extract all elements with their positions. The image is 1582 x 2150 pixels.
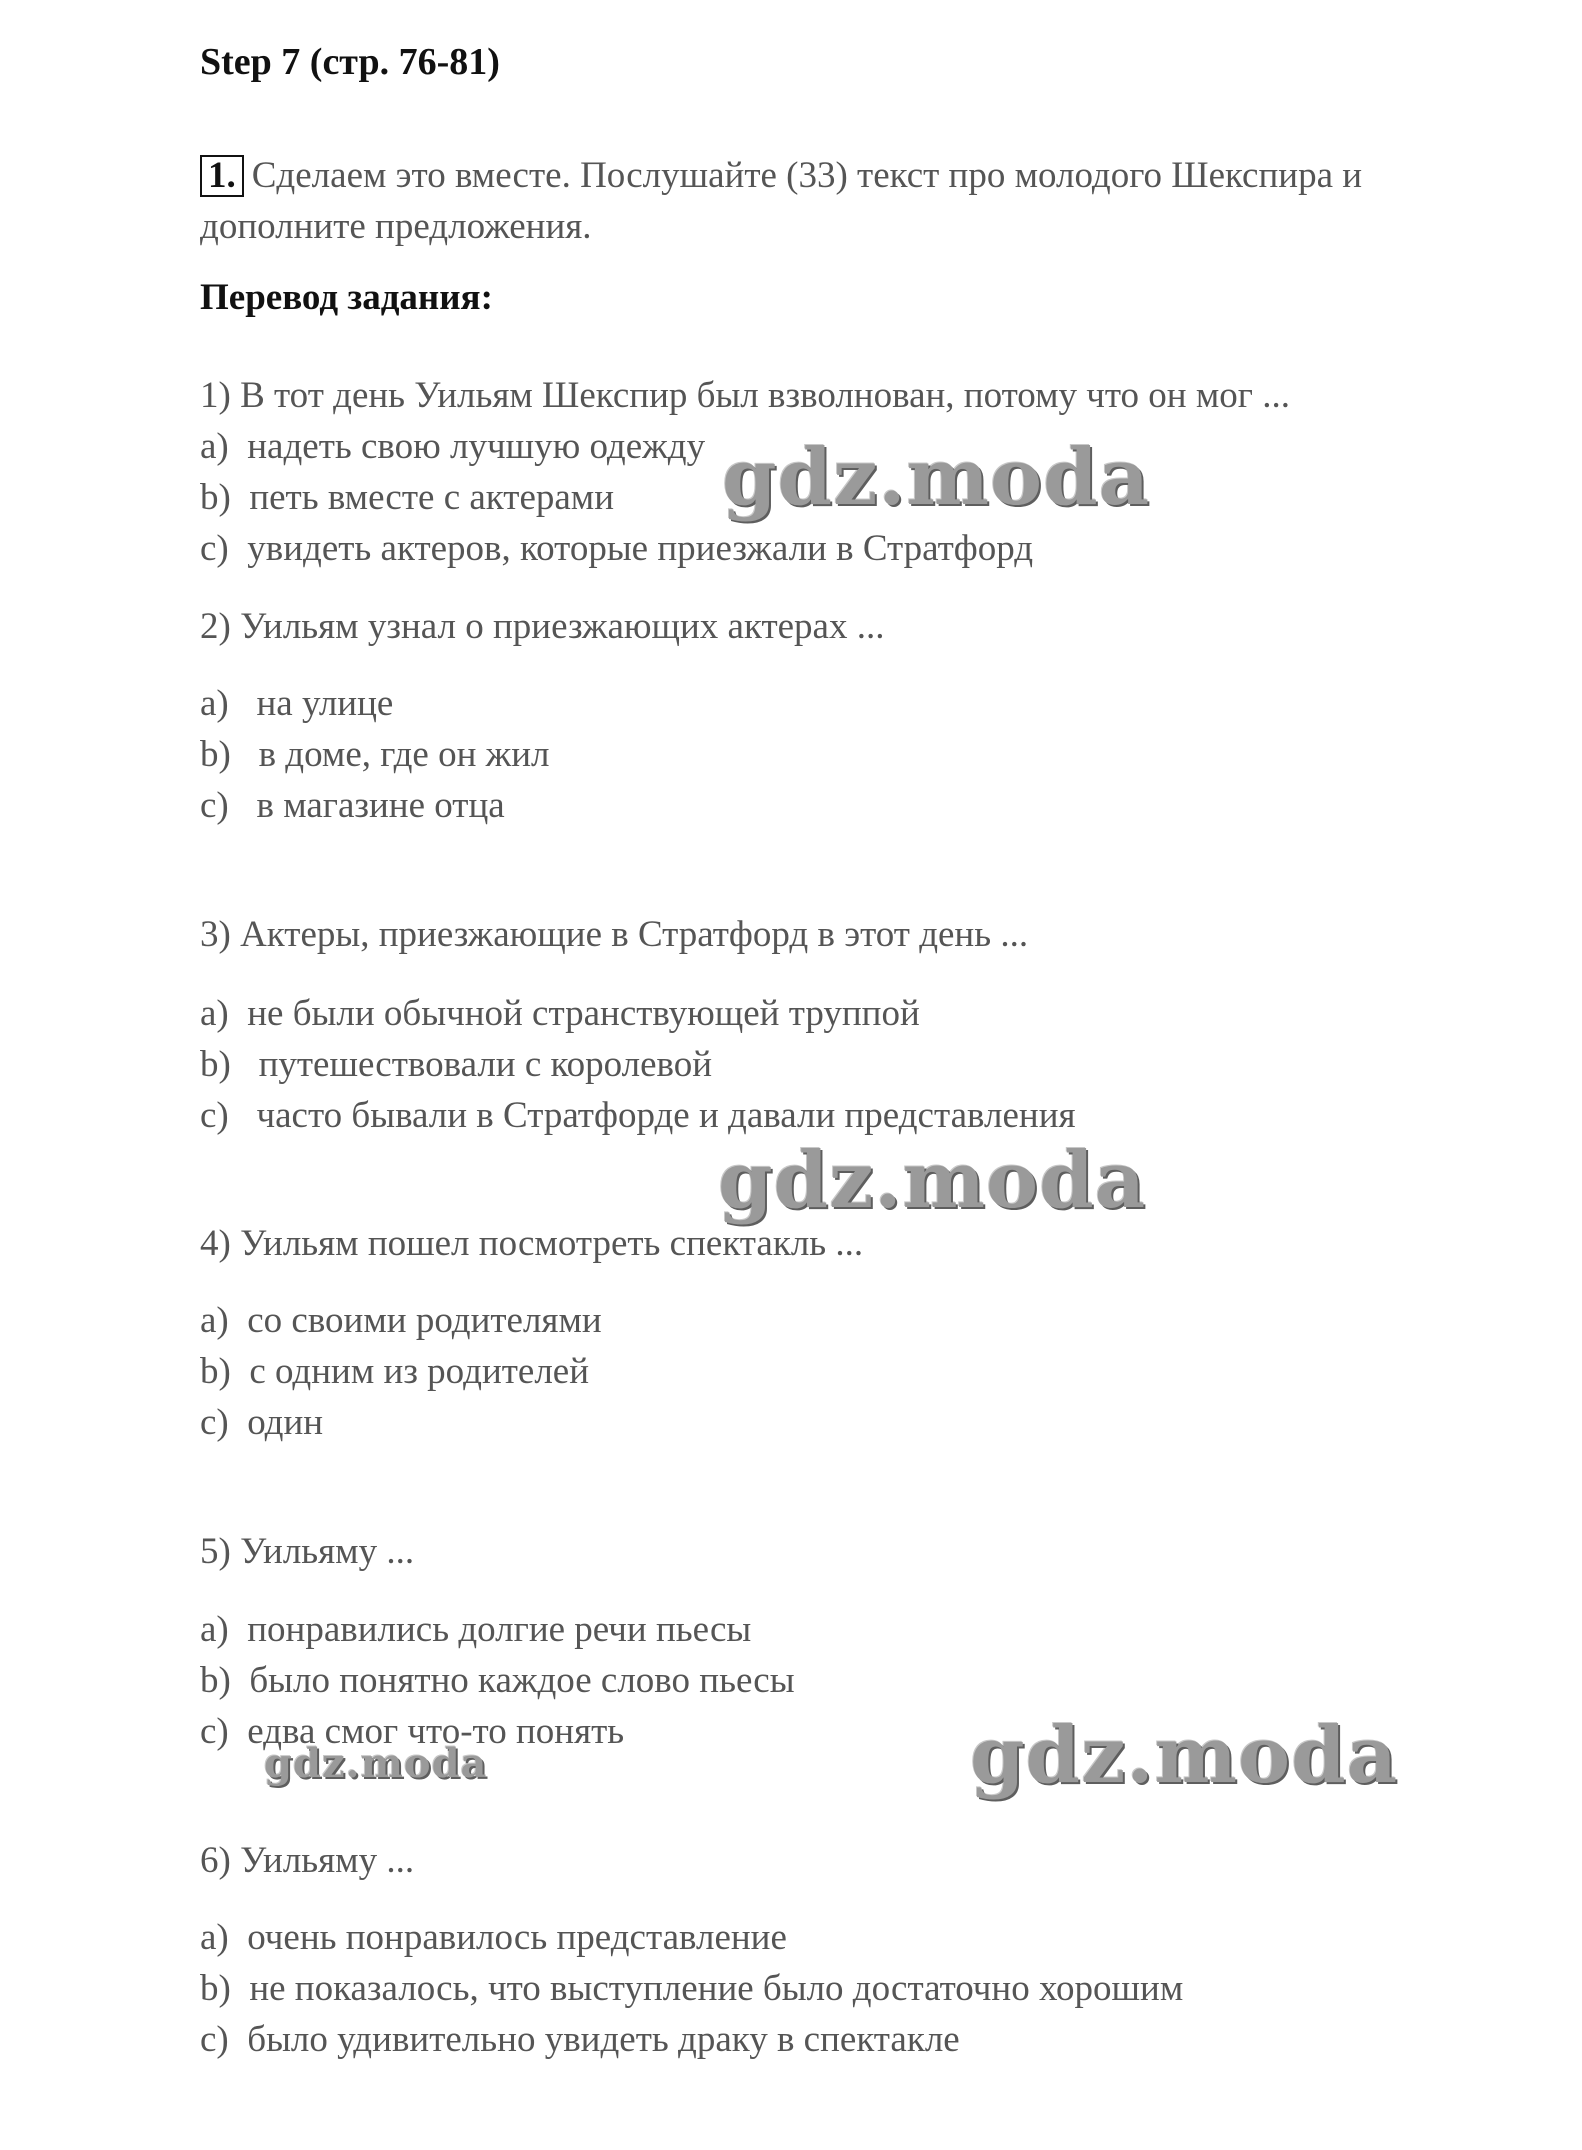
question-4-option-a: a) со своими родителями (200, 1300, 602, 1341)
question-2-option-c: c) в магазине отца (200, 785, 505, 826)
question-2-option-a: a) на улице (200, 683, 394, 724)
watermark-3: gdz.moda (264, 1740, 488, 1787)
question-2: 2) Уильям узнал о приезжающих актерах ... (200, 606, 885, 647)
question-5-option-c: c) едва смог что-то понять (200, 1711, 625, 1752)
question-2-option-b: b) в доме, где он жил (200, 734, 550, 775)
question-3-option-b: b) путешествовали с королевой (200, 1044, 713, 1085)
question-5-option-b: b) было понятно каждое слово пьесы (200, 1660, 795, 1701)
task-instruction (200, 150, 1450, 252)
page-title: Step 7 (стр. 76-81) (200, 41, 500, 83)
question-3: 3) Актеры, приезжающие в Стратфорд в этот день ... (200, 914, 1029, 955)
watermark-2: gdz.moda (718, 1135, 1147, 1226)
question-3-option-c: c) часто бывали в Стратфорде и давали представления (200, 1095, 1076, 1136)
question-1-option-a: a) надеть свою лучшую одежду (200, 426, 706, 467)
question-1-option-b: b) петь вместе с актерами (200, 477, 615, 518)
question-6-option-c: c) было удивительно увидеть драку в спектакле (200, 2019, 960, 2060)
question-6-option-b: b) не показалось, что выступление было достаточно хорошим (200, 1968, 1184, 2009)
question-6: 6) Уильяму ... (200, 1840, 415, 1881)
question-1: 1) В тот день Уильям Шекспир был взволнован, потому что он мог ... (200, 375, 1290, 416)
task-text: Сделаем это вместе. Послушайте (33) текст про молодого Шекспира и дополните предложения. (200, 155, 1363, 247)
question-5-option-a: a) понравились долгие речи пьесы (200, 1609, 752, 1650)
watermark-4: gdz.moda (970, 1710, 1399, 1801)
question-1-option-c: c) увидеть актеров, которые приезжали в Стратфорд (200, 528, 1034, 569)
question-4: 4) Уильям пошел посмотреть спектакль ... (200, 1223, 864, 1264)
task-number: 1. (200, 155, 244, 197)
question-6-option-a: a) очень понравилось представление (200, 1917, 787, 1958)
question-4-option-c: c) один (200, 1402, 324, 1443)
watermark-1: gdz.moda (722, 432, 1151, 523)
question-4-option-b: b) с одним из родителей (200, 1351, 590, 1392)
translation-heading: Перевод задания: (200, 277, 493, 318)
question-5: 5) Уильяму ... (200, 1531, 415, 1572)
question-3-option-a: a) не были обычной странствующей труппой (200, 993, 920, 1034)
